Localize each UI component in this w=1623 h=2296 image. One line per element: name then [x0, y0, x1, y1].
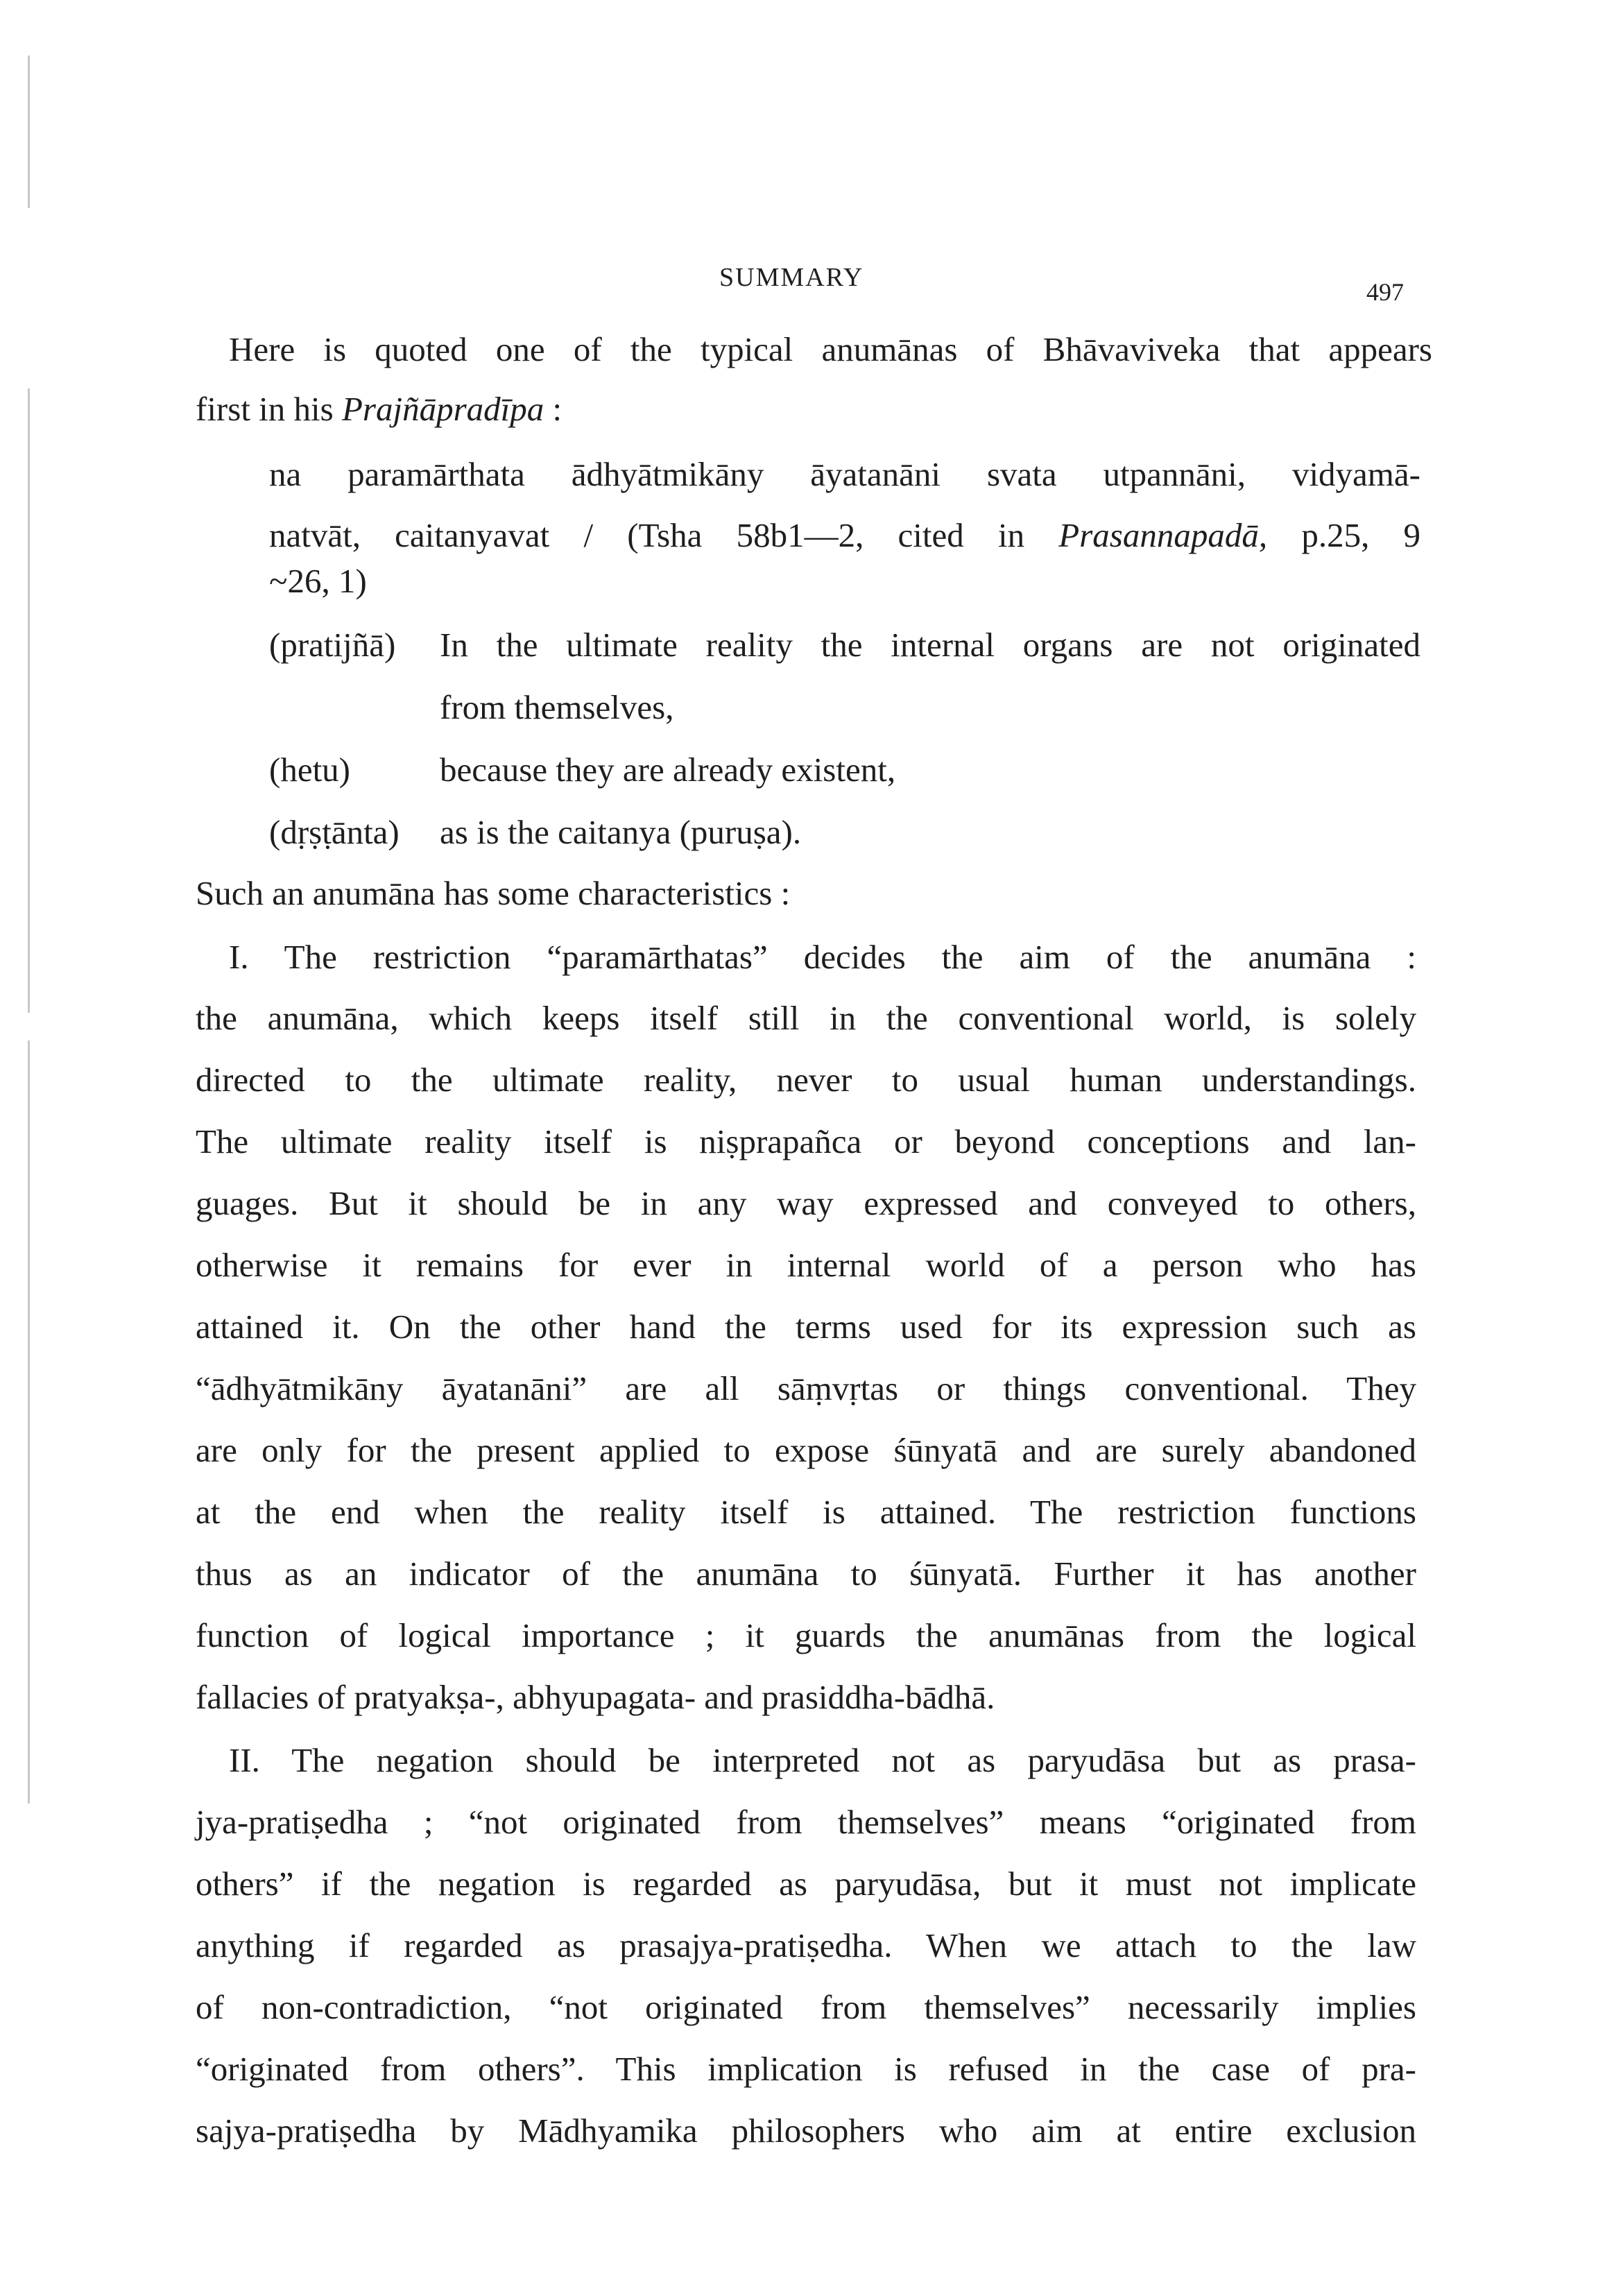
section-1-line: thus as an indicator of the anumāna to śūnyatā. Further it has another [196, 1554, 1416, 1593]
section-1-line: “ādhyātmikāny āyatanāni” are all sāṃvṛtas or things conventional. They [196, 1369, 1416, 1407]
section-1-line: the anumāna, which keeps itself still in the conventional world, is solely [196, 999, 1416, 1037]
section-2-line: others” if the negation is regarded as paryudāsa, but it must not implicate [196, 1865, 1416, 1903]
section-2-line: anything if regarded as prasajya-pratiṣedha. When we attach to the law [196, 1926, 1416, 1964]
work-title-prasannapada: Prasannapadā, [1058, 516, 1268, 554]
section-2-line: of non-contradiction, “not originated from themselves” necessarily implies [196, 1988, 1416, 2026]
sanskrit-quote-line-2: natvāt, caitanyavat / (Tsha 58b1—2, cited in Prasannapadā, p.25, 9 [269, 516, 1421, 554]
section-2-line: II. The negation should be interpreted not as paryudāsa but as prasa- [229, 1741, 1416, 1779]
section-2-line: jya-pratiṣedha ; “not originated from themselves” means “originated from [196, 1803, 1416, 1841]
characteristics-intro: Such an anumāna has some characteristics : [196, 874, 791, 912]
sanskrit-quote-line-3: ~26, 1) [269, 562, 367, 600]
section-1-line: attained it. On the other hand the terms used for its expression such as [196, 1308, 1416, 1346]
section-1-line: guages. But it should be in any way expressed and conveyed to others, [196, 1184, 1416, 1222]
section-1-line: otherwise it remains for ever in internal world of a person who has [196, 1246, 1416, 1284]
work-title-prajnapradipa: Prajñāpradīpa [341, 390, 544, 428]
section-2-line: “originated from others”. This implication is refused in the case of pra- [196, 2050, 1416, 2088]
syllogism-text: In the ultimate reality the internal organs are not originated [440, 626, 1420, 664]
section-1-line: I. The restriction “paramārthatas” decides the aim of the anumāna : [229, 938, 1416, 976]
syllogism-drstanta [269, 812, 1420, 853]
sanskrit-quote-line-1: na paramārthata ādhyātmikāny āyatanāni svata utpannāni, vidyamā- [269, 455, 1420, 493]
intro-line-1: Here is quoted one of the typical anumānas of Bhāvaviveka that appears [229, 330, 1432, 368]
section-1-line: The ultimate reality itself is niṣprapañca or beyond conceptions and lan- [196, 1122, 1416, 1160]
section-2-line: sajya-pratiṣedha by Mādhyamika philosophers who aim at entire exclusion [196, 2111, 1416, 2150]
scan-edge-mark [28, 388, 30, 1013]
scan-edge-mark [28, 55, 30, 208]
scan-edge-mark [28, 1040, 30, 1804]
syllogism-pratijna [269, 624, 1420, 666]
intro-line-2: first in his Prajñāpradīpa : [196, 390, 563, 428]
syllogism-label: (pratijñā) [269, 626, 396, 664]
page-header [0, 262, 1623, 304]
section-1-line: are only for the present applied to expose śūnyatā and are surely abandoned [196, 1431, 1416, 1469]
syllogism-text: as is the caitanya (puruṣa). [440, 813, 802, 851]
section-1-line: directed to the ultimate reality, never to usual human understandings. [196, 1061, 1416, 1099]
section-1-line: fallacies of pratyakṣa-, abhyupagata- and prasiddha-bādhā. [196, 1678, 995, 1716]
section-1-line: function of logical importance ; it guards the anumānas from the logical [196, 1616, 1416, 1654]
page-number: 497 [1366, 278, 1404, 306]
section-1-line: at the end when the reality itself is attained. The restriction functions [196, 1493, 1416, 1531]
syllogism-hetu [269, 749, 1420, 791]
syllogism-text: because they are already existent, [440, 751, 896, 789]
syllogism-label: (hetu) [269, 751, 350, 789]
syllogism-pratijna-continuation: from themselves, [440, 688, 674, 726]
running-title: SUMMARY [719, 263, 864, 292]
syllogism-label: (dṛṣṭānta) [269, 813, 400, 851]
